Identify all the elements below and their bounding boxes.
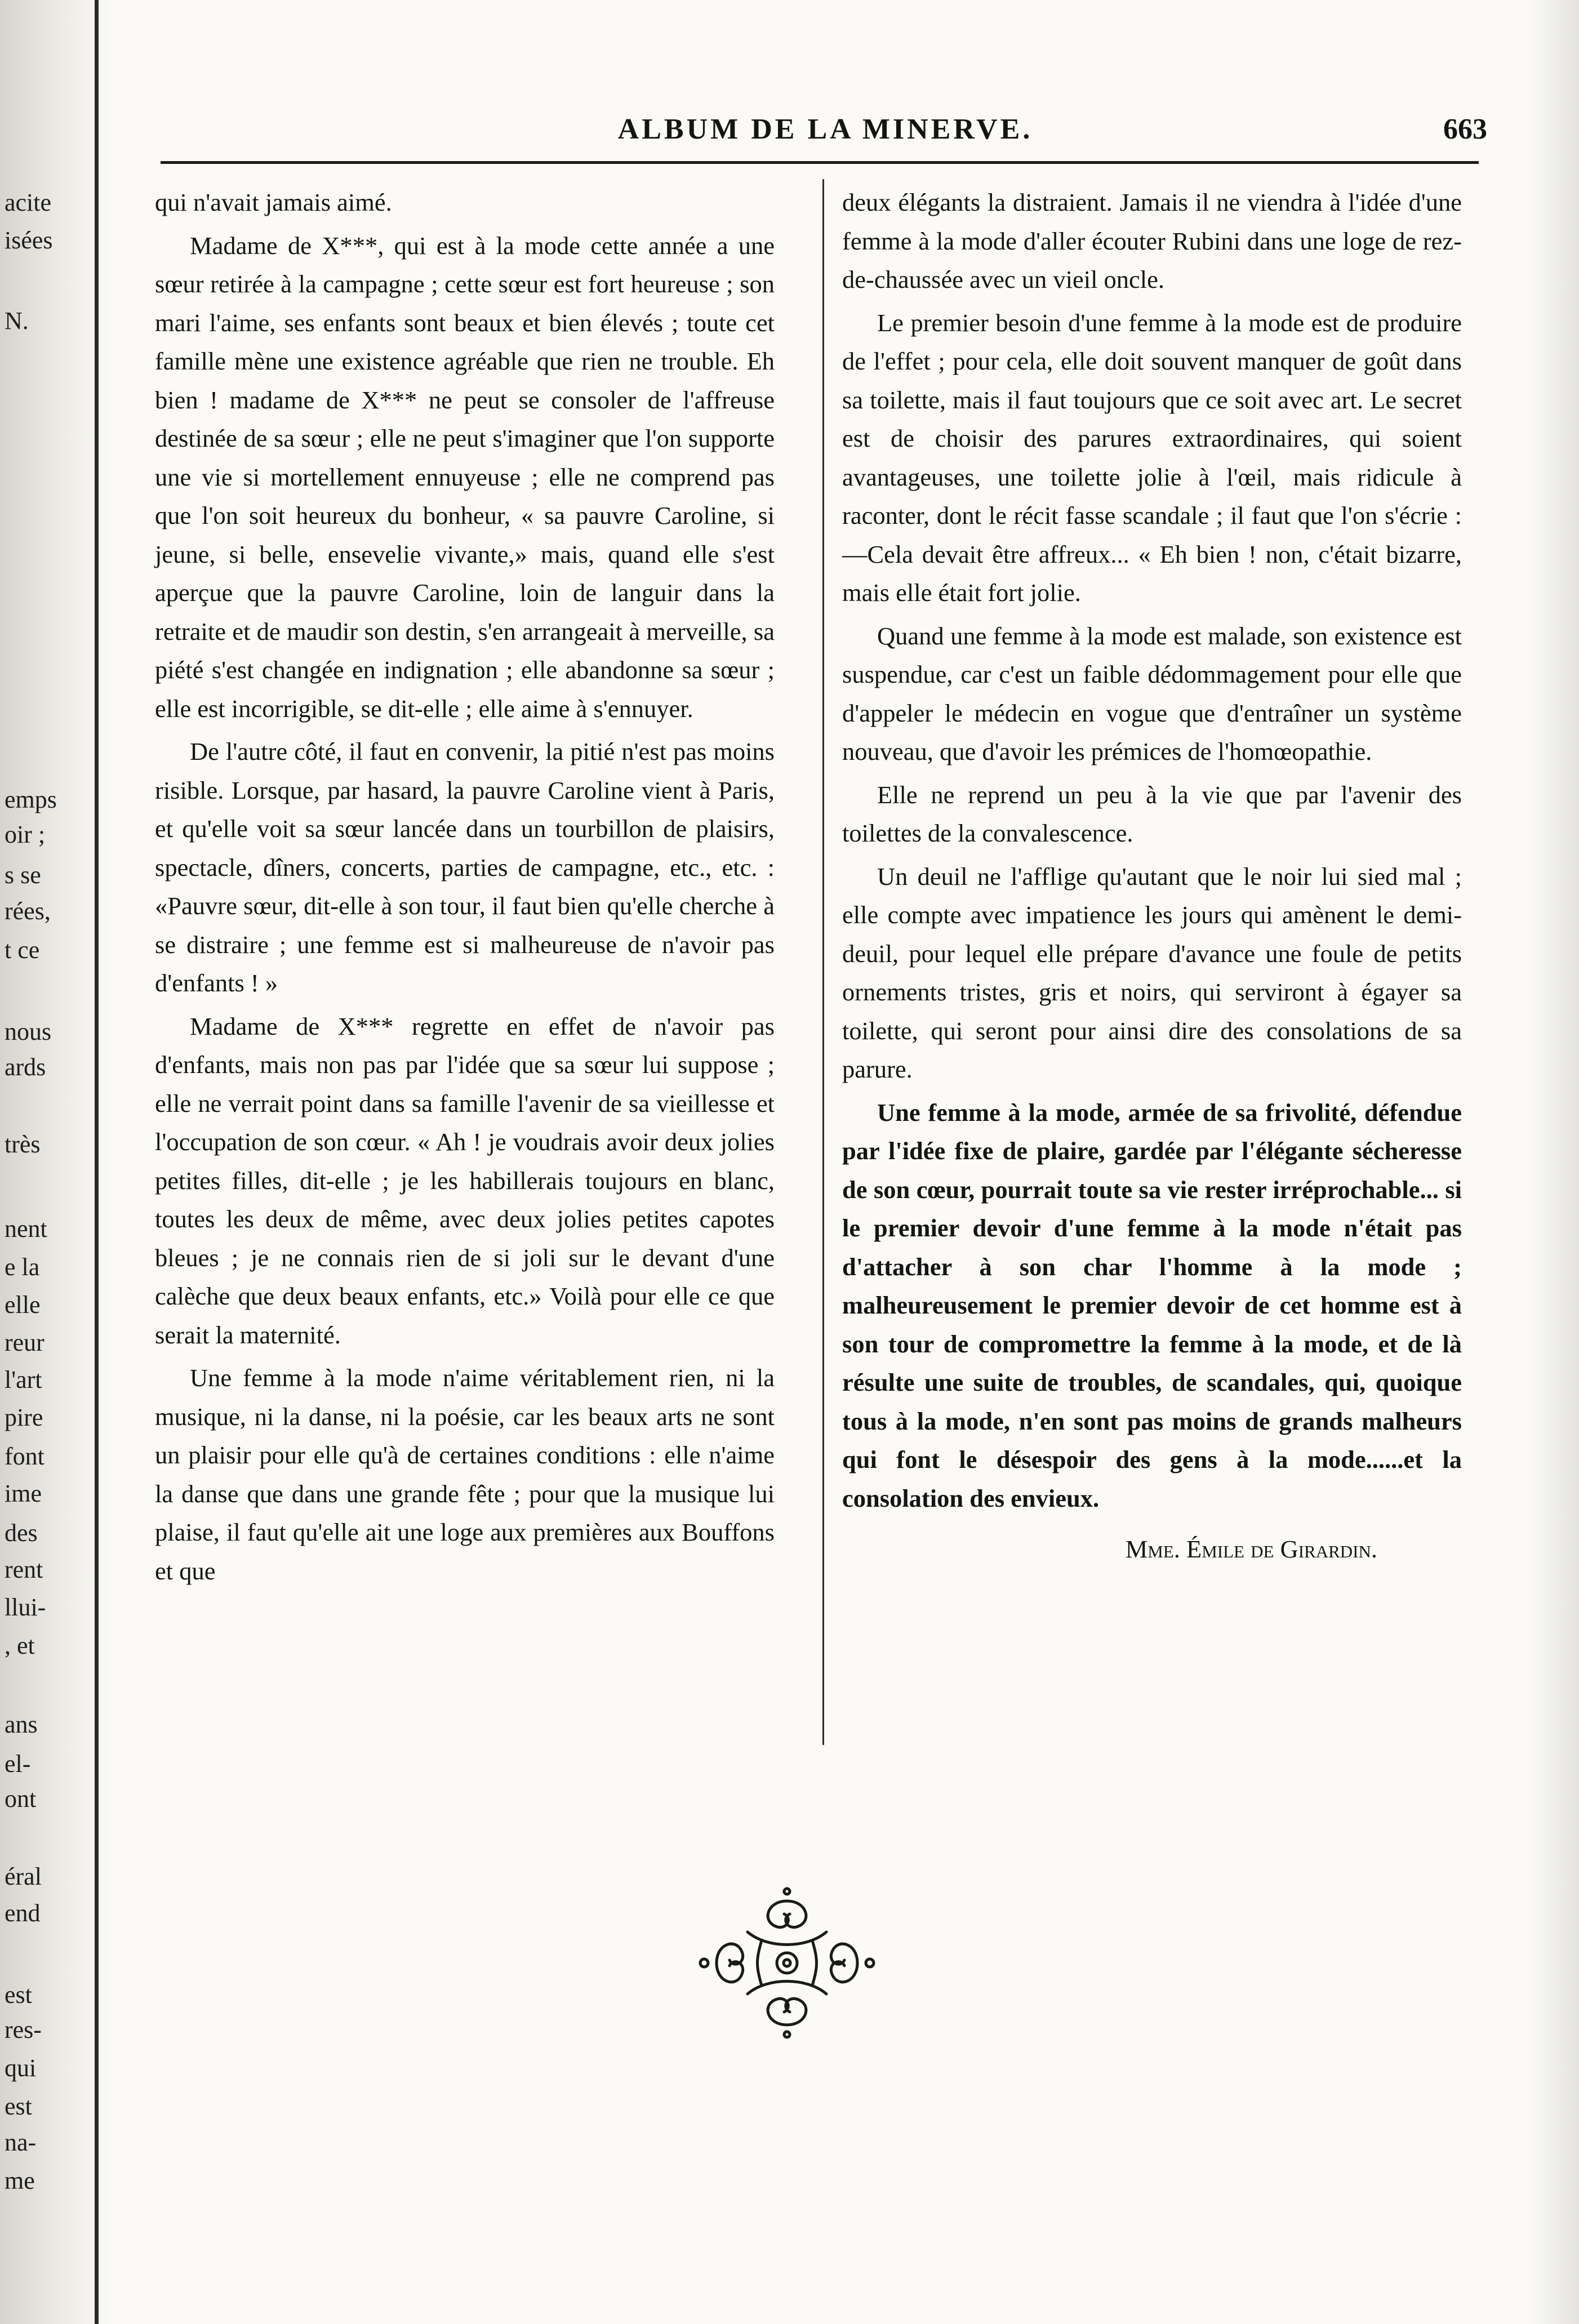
paragraph: Un deuil ne l'afflige qu'autant que le noir lui sied mal ; elle compte avec impatience les jours qui amènent le demi-deuil, pour lequel elle prépare d'avance une foule de petits ornements tristes, gris et noirs, qui serviront à égayer sa toilette, qui seront pour ainsi dire des consolations de sa parure. bbox=[842, 862, 1462, 1083]
fragment: très bbox=[5, 1130, 41, 1158]
fragment: pire bbox=[5, 1404, 43, 1431]
fragment: qui bbox=[5, 2054, 37, 2082]
author-signature: Mme. Émile de Girardin. bbox=[1125, 1535, 1377, 1563]
column-divider bbox=[822, 179, 824, 1745]
fragment: me bbox=[5, 2167, 35, 2194]
fragment: l'art bbox=[5, 1366, 42, 1393]
fragment: isées bbox=[5, 226, 53, 254]
page-number: 663 bbox=[1443, 113, 1487, 145]
fragment: ards bbox=[5, 1053, 46, 1081]
fragment: nous bbox=[5, 1018, 52, 1045]
fragment: ans bbox=[5, 1711, 38, 1738]
fragment: oir ; bbox=[5, 821, 46, 848]
fragment: est bbox=[5, 2093, 32, 2120]
scroll-flourish-ornament-icon bbox=[694, 1887, 880, 2039]
right-column bbox=[842, 183, 1462, 1569]
paragraph: Quand une femme à la mode est malade, son existence est suspendue, car c'est un faible dédommagement pour elle que d'appeler le médecin en vogue que d'entraîner un système nouveau, que d'avoir les prémices de l'homœopathie. bbox=[842, 621, 1462, 765]
paragraph: Le premier besoin d'une femme à la mode est de produire de l'effet ; pour cela, elle doit souvent manquer de goût dans sa toilette, mais il faut toujours que ce soit avec art. Le secret est de choisir des parures extraordinaires, qui soient avantageuses, une toilette jolie à l'œil, mais ridicule à raconter, dont le récit fasse scandale ; il faut que l'on s'écrie :—Cela devait être affreux... « Eh bien ! non, c'était bizarre, mais elle était fort jolie. bbox=[842, 308, 1462, 607]
page-edge-shading bbox=[1528, 0, 1579, 2324]
paragraph: Une femme à la mode n'aime véritablement rien, ni la musique, ni la danse, ni la poésie, car les beaux arts ne sont un plaisir pour elle qu'à de certaines conditions : elle n'aime la danse que dans une grande fête ; pour que la musique lui plaise, il faut qu'elle ait une loge aux premières aux Bouffons et que bbox=[155, 1364, 775, 1585]
fragment: éral bbox=[5, 1863, 42, 1890]
fragment: ont bbox=[5, 1785, 37, 1813]
paragraph: qui n'avait jamais aimé. bbox=[155, 188, 392, 216]
left-column bbox=[155, 183, 775, 1590]
fragment: e la bbox=[5, 1253, 40, 1281]
fragment: ime bbox=[5, 1480, 42, 1507]
previous-page-fragments bbox=[0, 0, 90, 2324]
running-title: ALBUM DE LA MINERVE. bbox=[617, 113, 1033, 145]
fragment: rent bbox=[5, 1556, 43, 1583]
paragraph: Madame de X***, qui est à la mode cette année a une sœur retirée à la campagne ; cette sœur est fort heureuse ; son mari l'aime, ses enfants sont beaux et bien élevés ; toute cet famille mène une existence agréable que rien ne trouble. Eh bien ! madame de X*** ne peut se consoler de l'affreuse destinée de sa sœur ; elle ne peut s'imaginer que l'on supporte une vie si mortellement ennuyeuse ; elle ne comprend pas que l'on soit heureux du bonheur, « sa pauvre Caroline, si jeune, si belle, ensevelie vivante,» mais, quand elle s'est aperçue que la pauvre Caroline, loin de languir dans la retraite et de maudir son destin, s'en arrangeait à merveille, sa piété s'est changée en indignation ; elle abandonne sa sœur ; elle est incorrigible, se dit-elle ; elle aime à s'ennuyer. bbox=[155, 231, 775, 723]
fragment: elle bbox=[5, 1291, 41, 1319]
fragment: llui- bbox=[5, 1593, 46, 1621]
fragment: s se bbox=[5, 861, 41, 889]
page-header bbox=[163, 113, 1487, 152]
fragment: reur bbox=[5, 1329, 45, 1356]
paragraph: Une femme à la mode, armée de sa frivolité, défendue par l'idée fixe de plaire, gardée par l'élégante sécheresse de son cœur, pourrait toute sa vie rester irréprochable... si le premier devoir d'une femme à la mode n'était pas d'attacher à son char l'homme à la mode ; malheureusement le premier devoir de cet homme est à son tour de compromettre la femme à la mode, et de là résulte une suite de troubles, de scandales, qui, quoique tous à la mode, n'en sont pas moins de grands malheurs qui font le désespoir des gens à la mode......et la consolation des envieux. bbox=[842, 1098, 1462, 1512]
fragment: rées, bbox=[5, 897, 51, 925]
paragraph: Madame de X*** regrette en effet de n'avoir pas d'enfants, mais non pas par l'idée que sa sœur lui suppose ; elle ne verrait point dans sa famille l'avenir de sa vieillesse et l'occupation de son cœur. « Ah ! je voudrais avoir deux jolies petites filles, dit-elle ; je les habillerais toujours en blanc, toutes les deux de même, avec deux jolies petites capotes bleues ; je ne connais rien de si joli sur le devant d'une calèche que deux beaux enfants, etc.» Voilà pour elle ce que serait la maternité. bbox=[155, 1012, 775, 1349]
fragment: res- bbox=[5, 2016, 42, 2043]
fragment: t ce bbox=[5, 936, 40, 964]
fragment: N. bbox=[5, 307, 29, 335]
fragment: emps bbox=[5, 786, 57, 813]
binding-shadow-line bbox=[95, 0, 99, 2324]
fragment: na- bbox=[5, 2129, 37, 2156]
fragment: , et bbox=[5, 1632, 35, 1659]
paragraph: Elle ne reprend un peu à la vie que par l'avenir des toilettes de la convalescence. bbox=[842, 780, 1462, 847]
fragment: font bbox=[5, 1443, 45, 1470]
fragment: est bbox=[5, 1981, 32, 2009]
fragment: acite bbox=[5, 189, 52, 216]
fragment: end bbox=[5, 1899, 41, 1927]
fragment: el- bbox=[5, 1750, 31, 1778]
paragraph: De l'autre côté, il faut en convenir, la pitié n'est pas moins risible. Lorsque, par hasard, la pauvre Caroline vient à Paris, et qu'elle voit sa sœur lancée dans un tourbillon de plaisirs, spectacle, dîners, concerts, parties de campagne, etc., etc. : «Pauvre sœur, dit-elle à son tour, il faut bien qu'elle cherche à se distraire ; une femme est si malheureuse de n'avoir pas d'enfants ! » bbox=[155, 737, 775, 997]
fragment: des bbox=[5, 1519, 38, 1547]
paragraph: deux élégants la distraient. Jamais il ne viendra à l'idée d'une femme à la mode d'aller écouter Rubini dans une loge de rez-de-chaussée avec un vieil oncle. bbox=[842, 188, 1462, 293]
header-rule bbox=[161, 161, 1479, 164]
fragment: nent bbox=[5, 1215, 47, 1243]
